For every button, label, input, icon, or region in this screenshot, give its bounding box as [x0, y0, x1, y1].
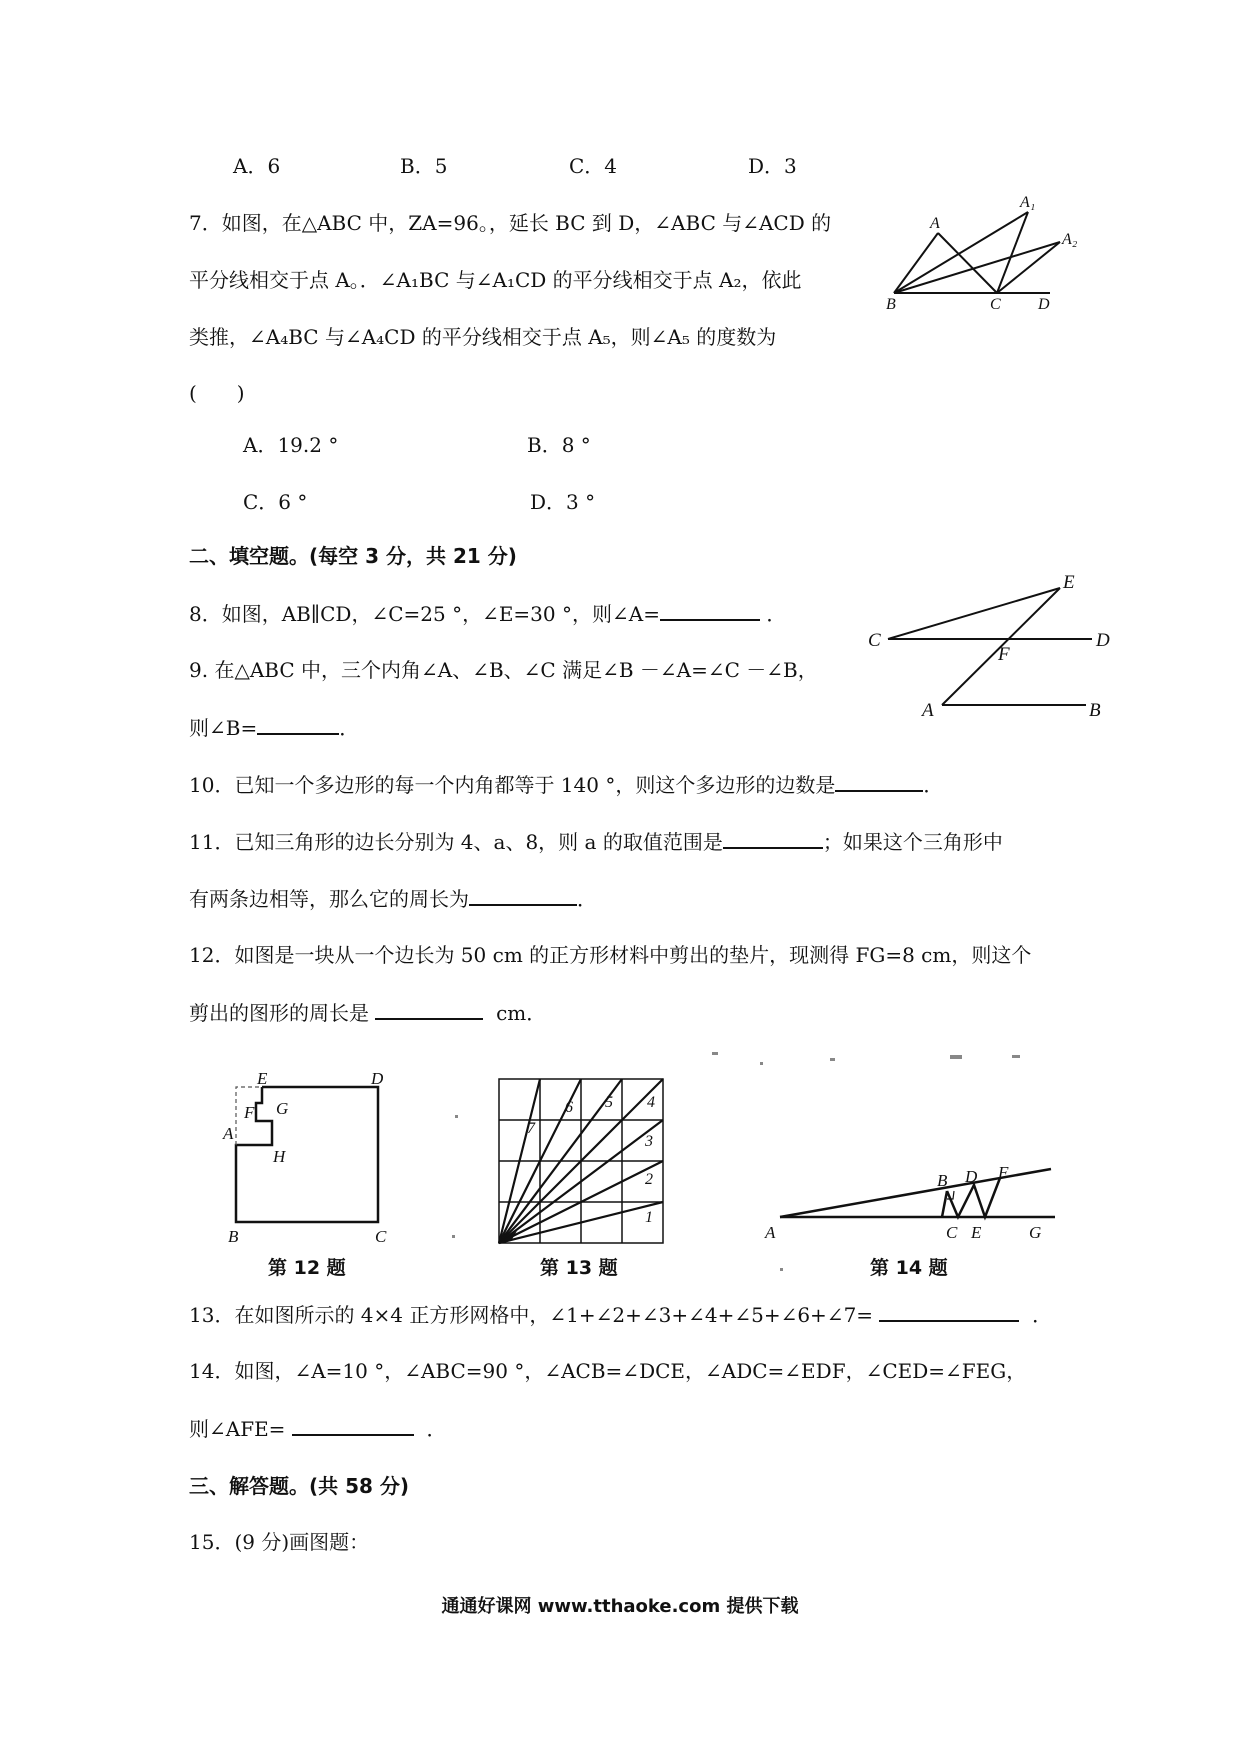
q8-label-c: C — [868, 630, 881, 651]
q12-label-d: D — [371, 1069, 384, 1088]
q11-answer-blank-2[interactable] — [469, 886, 577, 906]
q7-line1: 7．如图，在△ABC 中，ZA=96。，延长 BC 到 D，∠ABC 与∠ACD 的 — [189, 211, 832, 235]
q8-label-b: B — [1089, 700, 1101, 721]
q14-answer-blank[interactable] — [292, 1416, 414, 1436]
scan-speck — [760, 1062, 763, 1065]
q13-question: 13．在如图所示的 4×4 正方形网格中，∠1+∠2+∠3+∠4+∠5+∠6+∠7= — [189, 1303, 874, 1327]
q8-label-d: D — [1096, 630, 1110, 651]
q14-label-f: F — [998, 1163, 1009, 1182]
q6-option-c: C．4 — [569, 154, 618, 178]
q7-figure — [880, 190, 1100, 313]
q7-paren: ( ) — [189, 381, 245, 405]
q12-line2 — [189, 1000, 546, 1025]
q10-text — [189, 772, 943, 797]
q7-option-a: A．19.2 ° — [243, 433, 339, 457]
q7-line3: 类推，∠A₄BC 与∠A₄CD 的平分线相交于点 A₅，则∠A₅ 的度数为 — [189, 325, 777, 349]
q8-question: 8．如图，AB∥CD，∠C=25 °，∠E=30 °，则∠A= — [189, 602, 660, 626]
q13-figure — [495, 1075, 675, 1250]
q12-label-h: H — [273, 1147, 286, 1166]
q7-line2: 平分线相交于点 A。．∠A₁BC 与∠A₁CD 的平分线相交于点 A₂，依此 — [189, 268, 802, 292]
q13-answer-blank[interactable] — [879, 1302, 1019, 1322]
q7-label-a2: A₂ — [1062, 231, 1078, 248]
q8-label-e: E — [1063, 572, 1075, 593]
q9-line1: 9. 在△ABC 中，三个内角∠A、∠B、∠C 满足∠B －∠A=∠C －∠B， — [189, 658, 818, 682]
q7-option-d: D．3 ° — [530, 490, 596, 514]
q12-label-f: F — [244, 1103, 255, 1122]
q14-end: ． — [426, 1417, 447, 1441]
q6-option-a: A．6 — [233, 154, 281, 178]
q12-end: cm． — [496, 1001, 547, 1025]
q11-question-c: 有两条边相等，那么它的周长为 — [189, 887, 469, 911]
q7-label-b: B — [886, 296, 896, 313]
q13-angle-6: 6 — [565, 1099, 573, 1116]
q12-answer-blank[interactable] — [375, 1000, 483, 1020]
q7-label-a: A — [930, 215, 940, 232]
q7-label-c: C — [990, 296, 1001, 313]
q12-label-a: A — [223, 1124, 234, 1143]
q11-question-a: 11．已知三角形的边长分别为 4、a、8，则 a 的取值范围是 — [189, 830, 723, 854]
q12-label-c: C — [375, 1227, 387, 1246]
caption-fig12: 第 12 题 — [268, 1257, 346, 1279]
q6-option-d: D．3 — [748, 154, 797, 178]
q13-angle-2: 2 — [645, 1171, 653, 1188]
q9-question: 则∠B= — [189, 716, 258, 740]
q14-figure — [765, 1160, 1065, 1240]
scan-speck — [452, 1235, 455, 1238]
q9-end: ． — [339, 716, 360, 740]
q13-text — [189, 1302, 1052, 1327]
scan-speck — [712, 1052, 718, 1055]
q8-figure — [860, 572, 1120, 721]
q11-answer-blank-1[interactable] — [723, 829, 823, 849]
q9-answer-blank[interactable] — [257, 715, 339, 735]
q8-answer-blank[interactable] — [660, 601, 760, 621]
q15-text: 15．(9 分)画图题： — [189, 1530, 370, 1554]
q8-label-a: A — [922, 700, 934, 721]
q12-label-g: G — [276, 1099, 289, 1118]
q14-label-c: C — [946, 1223, 958, 1242]
q8-text — [189, 601, 786, 626]
caption-fig14: 第 14 题 — [870, 1257, 948, 1279]
q12-line1: 12．如图是一块从一个边长为 50 cm 的正方形材料中剪出的垫片，现测得 FG=8 cm，则这个 — [189, 943, 1032, 967]
q13-angle-4: 4 — [647, 1094, 655, 1111]
section3-title: 三、解答题。(共 58 分) — [189, 1474, 410, 1498]
scan-speck — [455, 1115, 458, 1118]
q14-label-d: D — [965, 1167, 978, 1186]
section2-title: 二、填空题。(每空 3 分，共 21 分) — [189, 544, 517, 568]
q13-angle-1: 1 — [645, 1209, 653, 1226]
q14-line1: 14．如图，∠A=10 °，∠ABC=90 °，∠ACB=∠DCE，∠ADC=∠EDF，∠CED=∠FEG， — [189, 1359, 1027, 1383]
q14-label-e: E — [971, 1223, 982, 1242]
q8-label-f: F — [998, 644, 1010, 665]
q12-label-b: B — [228, 1227, 239, 1246]
page-footer: 通通好课网 www.tthaoke.com 提供下载 — [441, 1596, 799, 1617]
q10-answer-blank[interactable] — [835, 772, 923, 792]
q14-line2 — [189, 1416, 447, 1441]
q8-end: ． — [766, 602, 787, 626]
q13-end: ． — [1032, 1303, 1053, 1327]
scan-speck — [950, 1055, 962, 1059]
q7-label-a1: A₁ — [1020, 194, 1036, 211]
q14-label-b: B — [937, 1171, 948, 1190]
q7-label-d: D — [1038, 296, 1050, 313]
q6-option-b: B．5 — [400, 154, 448, 178]
scan-speck — [780, 1268, 783, 1271]
q10-end: ． — [923, 773, 944, 797]
q11-question-b: ；如果这个三角形中 — [822, 830, 1003, 854]
q14-label-a: A — [765, 1223, 776, 1242]
q9-line2 — [189, 715, 359, 740]
q7-option-b: B．8 ° — [527, 433, 591, 457]
q11-line1 — [189, 829, 1003, 854]
q12-figure — [215, 1065, 415, 1245]
q10-question: 10．已知一个多边形的每一个内角都等于 140 °，则这个多边形的边数是 — [189, 773, 836, 797]
scan-speck — [1012, 1055, 1020, 1058]
q13-angle-7: 7 — [527, 1120, 535, 1137]
q13-angle-5: 5 — [605, 1094, 613, 1111]
q7-option-c: C．6 ° — [243, 490, 308, 514]
scan-speck — [830, 1058, 835, 1061]
q14-label-g: G — [1029, 1223, 1042, 1242]
q12-label-e: E — [257, 1069, 268, 1088]
q12-question: 剪出的图形的周长是 — [189, 1001, 369, 1025]
q11-end: ． — [577, 887, 597, 911]
caption-fig13: 第 13 题 — [540, 1257, 618, 1279]
q13-angle-3: 3 — [645, 1133, 653, 1150]
q14-question: 则∠AFE= — [189, 1417, 286, 1441]
q11-line2 — [189, 886, 597, 911]
